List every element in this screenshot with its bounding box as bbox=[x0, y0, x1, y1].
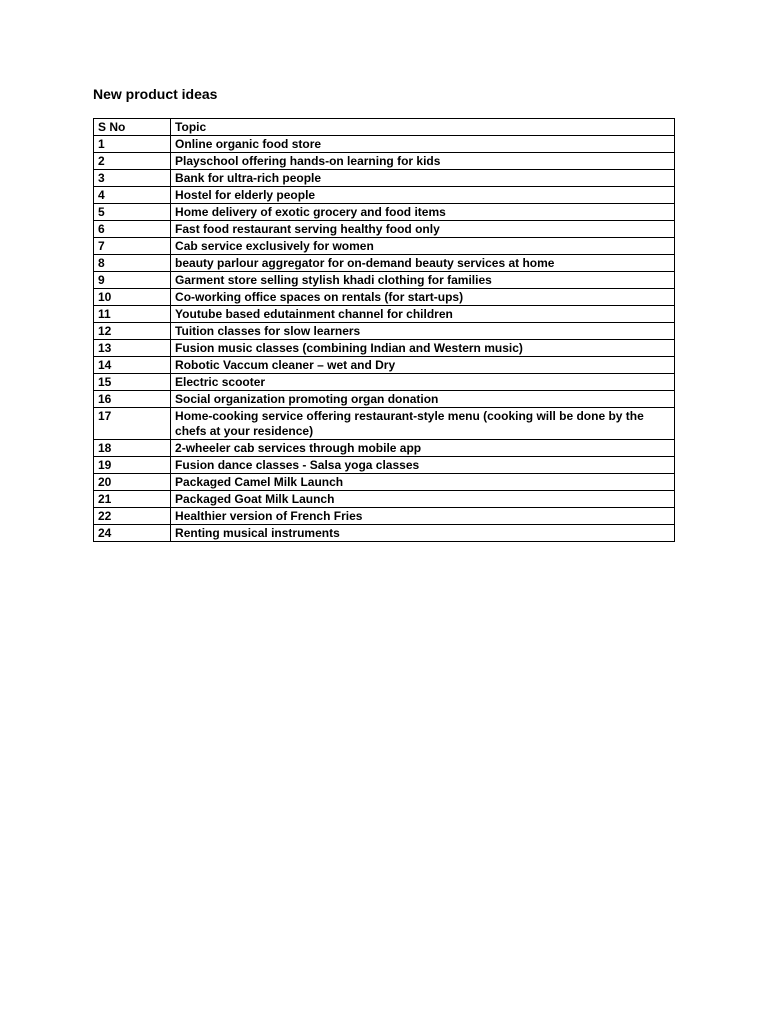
page-title: New product ideas bbox=[93, 86, 218, 102]
row-sno-cell: 2 bbox=[94, 153, 171, 170]
row-sno-cell: 3 bbox=[94, 170, 171, 187]
table-row bbox=[94, 153, 675, 170]
row-topic-cell: Cab service exclusively for women bbox=[171, 238, 675, 255]
row-topic-cell: Electric scooter bbox=[171, 374, 675, 391]
row-sno-cell: 11 bbox=[94, 306, 171, 323]
row-topic-cell: Social organization promoting organ donation bbox=[171, 391, 675, 408]
table-row bbox=[94, 238, 675, 255]
row-topic-cell: Fusion music classes (combining Indian and Western music) bbox=[171, 340, 675, 357]
row-topic-cell: Hostel for elderly people bbox=[171, 187, 675, 204]
row-sno-cell: 22 bbox=[94, 508, 171, 525]
row-sno-cell: 6 bbox=[94, 221, 171, 238]
table-row bbox=[94, 255, 675, 272]
row-sno-cell: 10 bbox=[94, 289, 171, 306]
row-sno-cell: 8 bbox=[94, 255, 171, 272]
row-sno-cell: 7 bbox=[94, 238, 171, 255]
row-sno-cell: 13 bbox=[94, 340, 171, 357]
table-row bbox=[94, 187, 675, 204]
row-topic-cell: Online organic food store bbox=[171, 136, 675, 153]
row-topic-cell: Healthier version of French Fries bbox=[171, 508, 675, 525]
table-row bbox=[94, 204, 675, 221]
table-row bbox=[94, 391, 675, 408]
row-topic-cell: Fast food restaurant serving healthy food only bbox=[171, 221, 675, 238]
table-row bbox=[94, 357, 675, 374]
table-header-row bbox=[94, 119, 675, 136]
table-row bbox=[94, 289, 675, 306]
table-body bbox=[94, 136, 675, 542]
row-topic-cell: 2-wheeler cab services through mobile app bbox=[171, 440, 675, 457]
table-row bbox=[94, 525, 675, 542]
row-topic-cell: beauty parlour aggregator for on-demand beauty services at home bbox=[171, 255, 675, 272]
row-topic-cell: Youtube based edutainment channel for children bbox=[171, 306, 675, 323]
row-sno-cell: 20 bbox=[94, 474, 171, 491]
row-sno-cell: 21 bbox=[94, 491, 171, 508]
table-row bbox=[94, 272, 675, 289]
row-sno-cell: 1 bbox=[94, 136, 171, 153]
row-sno-cell: 15 bbox=[94, 374, 171, 391]
row-topic-cell: Packaged Goat Milk Launch bbox=[171, 491, 675, 508]
row-sno-cell: 18 bbox=[94, 440, 171, 457]
row-topic-cell: Garment store selling stylish khadi clothing for families bbox=[171, 272, 675, 289]
table-row bbox=[94, 340, 675, 357]
row-topic-cell: Packaged Camel Milk Launch bbox=[171, 474, 675, 491]
row-topic-cell: Renting musical instruments bbox=[171, 525, 675, 542]
row-sno-cell: 17 bbox=[94, 408, 171, 440]
row-topic-cell: Bank for ultra-rich people bbox=[171, 170, 675, 187]
row-sno-cell: 24 bbox=[94, 525, 171, 542]
row-topic-cell: Co-working office spaces on rentals (for start-ups) bbox=[171, 289, 675, 306]
table-row bbox=[94, 323, 675, 340]
row-topic-cell: Tuition classes for slow learners bbox=[171, 323, 675, 340]
row-sno-cell: 19 bbox=[94, 457, 171, 474]
table-row bbox=[94, 306, 675, 323]
column-header-topic: Topic bbox=[171, 119, 675, 136]
column-header-sno: S No bbox=[94, 119, 171, 136]
table-row bbox=[94, 170, 675, 187]
table-row bbox=[94, 457, 675, 474]
table-row bbox=[94, 491, 675, 508]
table-row bbox=[94, 474, 675, 491]
row-topic-cell: Home delivery of exotic grocery and food items bbox=[171, 204, 675, 221]
table-row bbox=[94, 221, 675, 238]
row-sno-cell: 5 bbox=[94, 204, 171, 221]
table-row bbox=[94, 440, 675, 457]
row-topic-cell: Home-cooking service offering restaurant-style menu (cooking will be done by the chefs at your residence) bbox=[171, 408, 675, 440]
row-sno-cell: 12 bbox=[94, 323, 171, 340]
table-row bbox=[94, 508, 675, 525]
row-topic-cell: Playschool offering hands-on learning for kids bbox=[171, 153, 675, 170]
row-topic-cell: Robotic Vaccum cleaner – wet and Dry bbox=[171, 357, 675, 374]
table-row bbox=[94, 374, 675, 391]
row-sno-cell: 14 bbox=[94, 357, 171, 374]
row-sno-cell: 9 bbox=[94, 272, 171, 289]
table-row bbox=[94, 408, 675, 440]
product-ideas-table bbox=[93, 118, 675, 542]
row-topic-cell: Fusion dance classes - Salsa yoga classes bbox=[171, 457, 675, 474]
row-sno-cell: 16 bbox=[94, 391, 171, 408]
row-sno-cell: 4 bbox=[94, 187, 171, 204]
table-row bbox=[94, 136, 675, 153]
